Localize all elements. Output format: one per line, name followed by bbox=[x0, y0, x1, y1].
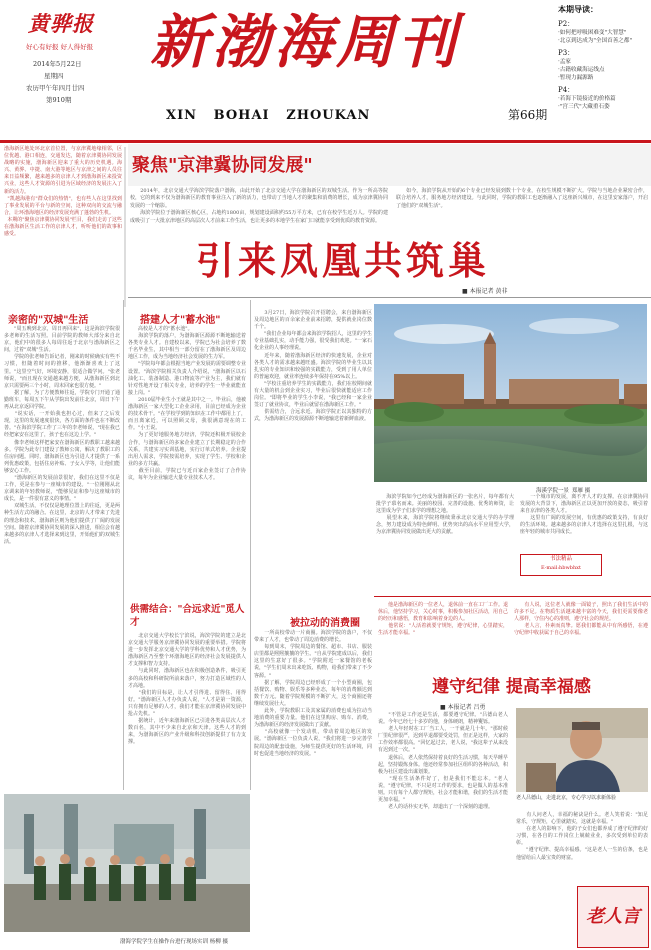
section-a-title: 亲密的"双城"生活 bbox=[8, 315, 89, 326]
section-b-title: 搭建人才"蓄水池" bbox=[140, 315, 221, 326]
training-photo bbox=[4, 794, 250, 932]
left-intro-text: 渤海新区地处环北京首位置，与京津冀地缘相邻，区位优越、港口相连，交通发达，随着京津冀协同发展战略的实施，渤海新区迎来了重大的历史机遇。海兴、黄骅、中捷、南大港等地区与京津之间的人员往来日益频繁，越来越多的京津人才到渤海新区来投资兴业，这些人才资源的引进为区域经济的发展注入了新的活力。 "凯越海港有"群众们的热情"，也有些人在这里找到了事业发展的平台与新的空间，这种双向的交流与融合，让环渤海地区的经济发展充满了蓬勃的生机。 本期的"聚焦京津冀协同发展"栏目，我们走访了这些在渤海新区生活工作的京津人才，听听他们的故事和感受。 bbox=[4, 146, 122, 238]
section-c-text: 北京交通大学校长宁滨说，海滨学院的建立是北京交通大学服务京津冀协同发展的重要举措。学院将进一步发挥北京交通大学的学科优势和人才优势，为渤海新区乃至整个环渤海地区的经济社会发展提供人才支撑和智力支持。 与此同时，渤海新区也在积极创造条件，吸引更多的高校和科研院所前来落户，努力打造区域性的人才高地。 "我们的目标是，让人才引得进、留得住、用得好。"渤海新区人才办负责人说，"人才是第一资源，只有拥有足够的人才，我们才能在京津冀协同发展中抢占先机。" 据统计，近年来渤海新区已引进各类高层次人才数百名，其中不少来自北京和天津。这些人才的到来，为渤海新区的产业升级和科技创新提供了有力支撑。 bbox=[128, 633, 246, 746]
guide-page-3: P3： bbox=[558, 49, 575, 57]
guide-item[interactable]: ·暂现力漏源路 bbox=[558, 75, 594, 81]
guide-item[interactable]: ·孟家 bbox=[558, 59, 571, 65]
section-c-title: 供需结合："合远求近"觅人才 bbox=[130, 604, 245, 628]
campus-photo bbox=[374, 304, 647, 482]
elder-col-1: "不管是工作还是生活，都要遵守纪律。"吕德山老人说。今年已经七十多岁的他，身体硬朗，精神矍铄。 老人年轻时在工厂当工人，一干就是几十年。"那时候厂里纪律很严，迟到早退都要受处罚，但正是这样，大家的工作效率都很高。"回忆起过去，老人说，"我这辈子从来没有迟到过一次。" 退休后，老人依然保持着良好的生活习惯，每天早睡早起，坚持锻炼身体。他还经常参加社区组织的各种活动，积极为社区建设出谋划策。 "现在生活条件好了，但是我们不能忘本。"老人说，"遵守纪律，不只是对工作的要求，也是做人的基本准则。只有每个人都守规矩，社会才能和谐，我们的生活才能更加幸福。" 老人的话朴实无华，却道出了一个深刻的道理。 bbox=[378, 712, 509, 811]
col-divider-1 bbox=[123, 300, 124, 790]
sidebar-box bbox=[520, 554, 602, 576]
elder-col-2: 有人问老人，幸福的秘诀是什么。老人笑着说："知足常乐，守规矩，心里就踏实，这就是幸福。" 在老人的影响下，他的子女们也都养成了遵守纪律的好习惯，在各自的工作岗位上兢兢业业，多次受到单位的表彰。 "遵守纪律、提高幸福感。"这是老人一生的信条，也是他留给后人最宝贵的财富。 bbox=[516, 812, 648, 861]
slogan: 好心有好报 好人得好报 bbox=[26, 43, 94, 51]
guide-page-2: P2： bbox=[558, 20, 575, 28]
focus-left-rule bbox=[124, 147, 126, 307]
training-image bbox=[4, 794, 250, 932]
issue-number: 第910期 bbox=[46, 96, 72, 104]
elder-intro-2: 有人说，这位老人就像一面镜子，照出了我们生活中的许多不足。在物质生活越来越丰富的今天，我们更需要像老人那样，守住内心的准则，遵守社会的规范。 老人言，朴素而真挚。愿我们都能从中有所感悟，在遵守纪律中收获属于自己的幸福。 bbox=[514, 602, 648, 637]
elder-portrait-image bbox=[516, 708, 648, 792]
issue-weekday: 星期四 bbox=[44, 72, 64, 80]
main-title-pinyin: XIN BOHAI ZHOUKAN bbox=[166, 108, 371, 123]
campus-caption: 海溪学院一景 bbox=[536, 488, 570, 494]
section-d-title: 被拉动的消费圈 bbox=[290, 618, 360, 629]
masthead-rule bbox=[0, 140, 651, 143]
guide-title: 本期导读： bbox=[558, 4, 598, 14]
section-b-text: 高校是人才的"蓄水池"。 海滨学院的落户，为渤海新区源源不断地输送着各类专业人才。自建校以来，学院已为社会培养了数千名毕业生，其中相当一部分留在了渤海新区及周边地区工作，成为当地经济社会发展的生力军。 "学院每年都会根据当地产业发展的需要调整专业设置。"海滨学院相关负责人介绍说，"渤海新区以石油化工、装备制造、港口物流等产业为主，我们就有针对性地开设了相关专业，培养的学生一毕业就能直接上岗。" 2010届毕业生小王就是其中之一。毕业后，他被渤海新区一家大型化工企业录用，目前已经成为企业的技术骨干。"在学校学到的知识在工作中都用上了，而且离家近，可以照顾父母，我很满意现在的工作。"小王说。 为了更好地服务地方经济，学院还积极开展校企合作，与渤海新区的多家企业建立了长期稳定的合作关系，共建实习实训基地，实行订单式培养。企业提出用人需求，学院按需培养，实现了学生、学校和企业的多方共赢。 截至目前，学院已与近百家企业签订了合作协议，每年为企业输送大量专业技术人才。 bbox=[128, 326, 246, 481]
main-headline: 引来凤凰共筑巢 bbox=[196, 239, 491, 283]
col-divider-2 bbox=[250, 300, 251, 790]
sidebar-box-line2: E-mail:hbwbhxt bbox=[541, 565, 581, 571]
sidebar-box-line1: 书法精品 bbox=[549, 556, 572, 562]
guide-item[interactable]: ·"宫三代"大藏重石姿 bbox=[558, 104, 610, 110]
headline-rule bbox=[128, 297, 651, 298]
focus-intro-2: 如今，海滨学院从开始的6个专业已经发展到数十个专业，在校生规模不断扩大。学院与当地企业紧密合作，联合培养人才，服务地方经济建设。与此同时，学院的教职工也逐渐融入了这座新兴城市，在这里安家落户，开启了他们的"双城生活"。 bbox=[396, 188, 648, 209]
training-caption: 渤海学院学生在操作台进行现场实训 杨柳 摄 bbox=[120, 939, 228, 945]
issue-date: 2014年5月22日 bbox=[33, 60, 82, 68]
main-title: 新渤海周刊 bbox=[150, 8, 461, 76]
section-a-text: "周五晚到北京，周日再回来"，这是海滨学院很多老师的生活写照。目前学院的教师大部分来自北京，他们中的很多人每周往返于北京与渤海新区之间，过着"双城"生活。 学院的张老师告诉记者，刚来的时候确实有些不习惯，但随着时间的推移，他渐渐喜欢上了这里。"这里空气好，环境安静，很适合做学问。"张老师说，"而且现在交通越来越方便，从渤海新区到北京只需要两三个小时，周末回家也很方便。" 据了解，为了方便教师往返，学院专门开通了通勤班车，每周五下午从学院出发前往北京，周日下午再从北京返回学院。 "说实话，一开始我也担心过，但来了之后发现，这里的发展速度很快，各方面的条件也在不断改善。"在海滨学院工作了三年的李老师说，"现在我已经把家安在这里了，孩子也在这边上学。" 像李老师这样把家安在渤海新区的教职工越来越多。学院为此专门建设了教师公寓，解决了教职工的住房问题。同时，渤海新区也为引进人才提供了一系列优惠政策，包括住房补贴、子女入学等，让他们能够安心工作。 "渤海新区的发展前景很好，我们在这里不仅是工作，更是在参与一座城市的建设。"一位刚刚从北京调来的年轻教师说，"能够见证和参与这座城市的成长，是一件很有意义的事情。" 双城生活，不仅仅是地理位置上的往返，更是两种生活方式的融合。在这里，北京的人才带来了先进的理念和技术，渤海新区则为他们提供了广阔的发展空间。随着京津冀协同发展的深入推进，相信会有越来越多的京津人才选择来到这里，开始他们的双城生活。 bbox=[4, 326, 120, 545]
newspaper-logo: 黄骅报 bbox=[28, 11, 94, 36]
section-right-text: 3月27日，海滨学院召开招聘会，来自渤海新区及周边地区的百余家企业前来招聘，提供就业岗位数千个。 "我们企业每年都会来海滨学院招人，这里的学生专业基础扎实，动手能力强，很受我们欢迎。"一家石化企业的人事经理说。 近年来，随着渤海新区经济的快速发展，企业对各类人才的需求越来越旺盛。海滨学院的毕业生以其扎实的专业知识和较强的实践能力，受到了用人单位的普遍欢迎，就业率连续多年保持在95%以上。 "学校注重培养学生的实践能力，我们在校期间就有大量的机会到企业实习，毕业后很快就能适应工作岗位。"即将毕业的学生小李说，"我已经和一家企业签订了就业协议，毕业后就留在渤海新区工作。" 供需结合，合远求近。海滨学院正以其独特的方式，为渤海新区的发展源源不断地输送着新鲜血液。 bbox=[254, 310, 372, 423]
sidebar-right-text: 一个城市的发展，离不开人才的支撑。在京津冀协同发展的大背景下，渤海新区正以更加开放的姿态，吸引着来自京津的各类人才。 这里有广阔的发展空间，有优惠的政策支持，有良好的生活环境。越来越多的京津人才选择在这里扎根，与这座年轻的城市共同成长。 bbox=[520, 494, 648, 536]
guide-item[interactable]: ·如何把呼吸困难变"大智慧" bbox=[558, 30, 627, 36]
section-e-byline: ■ 本报记者 吕勇 bbox=[440, 704, 486, 711]
guide-page-4: P4： bbox=[558, 86, 575, 94]
guide-item[interactable]: ·若海下镜接近的价格篇 bbox=[558, 96, 616, 102]
guide-box bbox=[558, 4, 650, 140]
campus-text: 海滨学院如今已经成为渤海新区的一张名片，每年都有大批学子慕名而来。美丽的校园、完善的设施、优秀的师资，让这里成为学子们求学的理想之地。 展望未来，海滨学院将继续秉承北京交通大学的办学理念，努力建设成为特色鲜明、优势突出的高水平应用型大学，为京津冀协同发展做出更大的贡献。 bbox=[376, 494, 514, 536]
guide-item[interactable]: ·古籍收藏海运线点 bbox=[558, 67, 605, 73]
focus-banner-title: 聚焦"京津冀协同发展" bbox=[132, 155, 313, 176]
campus-image bbox=[374, 304, 647, 482]
masthead-logo-block bbox=[8, 6, 126, 144]
focus-intro-1: 2014年，北京交通大学海滨学院落户渤海，由此开始了北京交通大学在渤海新区的双城生活。作为一所高等院校，它的到来不仅为渤海新区的教育事业注入了新的活力，也带动了当地人才的聚集和消费的增长，成为京津冀协同发展的一个缩影。 海滨学院位于渤海新区核心区，占地约1800亩，规划建设面积约55万平方米，已有在校学生近万人。学院的建成吸引了一大批京津地区的高层次人才前来工作生活，也让更多的本地学生在家门口就能享受到优质的教育资源。 bbox=[130, 188, 388, 224]
section-e-title: 遵守纪律 提高幸福感 bbox=[432, 677, 591, 697]
guide-item[interactable]: ·北京到达成为"全国首善之都" bbox=[558, 38, 633, 44]
column-badge: 老人言 bbox=[586, 906, 640, 927]
column-badge-box bbox=[577, 886, 649, 948]
elder-intro: 他是渤海新区的一位老人，退休前一直在工厂工作。退休后，他坚持学习，关心时事，积极参加社区活动，用自己的经历和感悟，教育和影响着身边的人。 他常说："人活着就要守规矩，遵守纪律，心里踏实，生活才能幸福。" bbox=[378, 602, 509, 637]
right-rule bbox=[374, 596, 651, 597]
campus-credit: 郑雁 摄 bbox=[572, 488, 591, 494]
elder-portrait bbox=[516, 708, 648, 792]
section-d-text: 一所高校带动一片商圈。海滨学院的落户，不仅带来了人才，也带动了周边消费的增长。 每到周末，学院周边的餐馆、超市、书店、服装店里都是熙熙攘攘的学生。"自从学院建成以后，我们这里的生意好了很多。"学院附近一家餐馆的老板说，"学生们周末出来吃饭、购物，给我们带来了不少客源。" 据了解，学院周边已经形成了一个小型商圈，包括餐饮、购物、娱乐等多种业态，每年的消费额达到数千万元。随着学院规模的不断扩大，这个商圈还将继续发展壮大。 此外，学院教职工及其家属的消费也成为拉动当地消费的重要力量。他们在这里购房、购车、消费，为渤海新区的经济发展做出了贡献。 "高校就像一个发动机，带动着周边地区的发展。"渤海新区一位负责人说，"我们将进一步完善学院周边的配套设施，为师生提供更好的生活环境，同时也促进当地经济的发展。" bbox=[254, 630, 372, 757]
edition-number: 第66期 bbox=[508, 108, 548, 122]
main-byline: ■ 本报记者 黄非 bbox=[462, 288, 508, 295]
issue-lunar: 农历甲午年四月廿四 bbox=[26, 84, 85, 92]
elder-portrait-caption: 老人吕德山，走进北京，专心学习以求新体验 bbox=[516, 795, 617, 801]
